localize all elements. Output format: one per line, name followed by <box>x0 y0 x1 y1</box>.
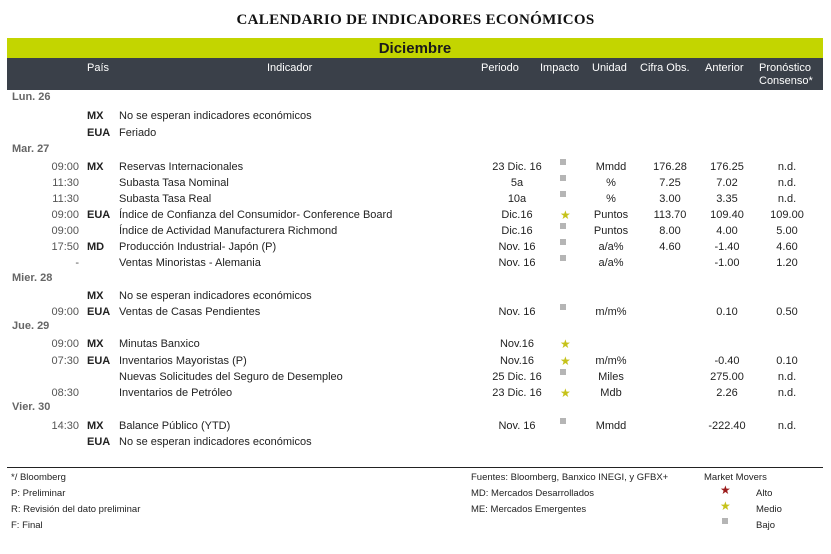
header-periodo: Periodo <box>481 62 519 74</box>
indicator-cell: Inventarios Mayoristas (P) <box>119 355 247 367</box>
note-preliminar: P: Preliminar <box>11 488 66 499</box>
period-cell: Nov. 16 <box>498 257 536 269</box>
observed-cell: 176.28 <box>653 161 687 173</box>
previous-cell: -0.40 <box>714 355 740 367</box>
period-cell: Nov. 16 <box>498 420 536 432</box>
table-row <box>7 304 823 320</box>
time-cell: - <box>75 257 79 269</box>
country-cell: MX <box>87 420 104 432</box>
period-cell: Nov. 16 <box>498 306 536 318</box>
day-label: Jue. 29 <box>12 320 50 332</box>
forecast-cell: n.d. <box>777 193 797 205</box>
table-row <box>7 125 823 141</box>
md-note: MD: Mercados Desarrollados <box>471 488 595 499</box>
period-cell: 10a <box>507 193 527 205</box>
indicator-cell: Nuevas Solicitudes del Seguro de Desempleo <box>119 371 343 383</box>
unit-cell: % <box>606 193 616 205</box>
forecast-cell: 109.00 <box>770 209 804 221</box>
time-cell: 11:30 <box>52 193 79 205</box>
unit-cell: m/m% <box>595 355 627 367</box>
country-cell: MX <box>87 290 104 302</box>
time-cell: 11:30 <box>52 177 79 189</box>
forecast-cell: 1.20 <box>776 257 798 269</box>
table-row <box>7 175 823 191</box>
indicator-cell: Ventas Minoristas - Alemania <box>119 257 261 269</box>
unit-cell: Mmdd <box>595 161 627 173</box>
table-row <box>7 288 823 304</box>
country-cell: EUA <box>87 436 111 448</box>
table-row <box>7 434 823 450</box>
header-consenso: Consenso* <box>759 75 813 87</box>
square-low-icon <box>722 517 728 528</box>
table-row <box>7 255 823 271</box>
period-cell: Nov.16 <box>499 355 535 367</box>
unit-cell: a/a% <box>598 241 624 253</box>
indicator-cell: Subasta Tasa Nominal <box>119 177 229 189</box>
table-row <box>7 108 823 124</box>
unit-cell: Miles <box>598 371 624 383</box>
previous-cell: 109.40 <box>710 209 744 221</box>
day-label: Mier. 28 <box>12 272 53 284</box>
header-pais: País <box>87 62 110 74</box>
country-cell: EUA <box>87 355 111 367</box>
time-cell: 09:00 <box>51 338 79 350</box>
page-title: CALENDARIO DE INDICADORES ECONÓMICOS <box>236 12 595 28</box>
indicator-cell: Reservas Internacionales <box>119 161 244 173</box>
forecast-cell: n.d. <box>777 387 797 399</box>
header-unidad: Unidad <box>592 62 627 74</box>
previous-cell: 2.26 <box>716 387 738 399</box>
legend-medio: Medio <box>756 504 782 515</box>
day-label: Lun. 26 <box>12 91 51 103</box>
indicator-cell: Producción Industrial- Japón (P) <box>119 241 277 253</box>
forecast-cell: 5.00 <box>776 225 798 237</box>
indicator-cell: Minutas Banxico <box>119 338 200 350</box>
star-mid-icon: ★ <box>720 499 731 513</box>
indicator-cell: Índice de Confianza del Consumidor- Conference Board <box>119 209 393 221</box>
indicator-cell: No se esperan indicadores económicos <box>119 436 312 448</box>
header-indicador: Indicador <box>267 62 313 74</box>
observed-cell: 4.60 <box>659 241 681 253</box>
indicator-cell: No se esperan indicadores económicos <box>119 110 312 122</box>
period-cell: 25 Dic. 16 <box>492 371 542 383</box>
day-label: Mar. 27 <box>12 143 50 155</box>
star-high-icon: ★ <box>720 483 731 497</box>
table-row: 08:30 Inventarios de Petróleo 23 Dic. 16 Mdb 2.26 n.d. ★ <box>7 385 823 401</box>
table-header <box>7 58 823 90</box>
header-pronostico: Pronóstico <box>759 62 811 74</box>
indicator-cell: No se esperan indicadores económicos <box>119 290 312 302</box>
period-cell: Nov. 16 <box>498 241 536 253</box>
indicator-cell: Índice de Actividad Manufacturera Richmond <box>119 225 338 237</box>
country-cell: EUA <box>87 306 111 318</box>
time-cell: 09:00 <box>51 225 79 237</box>
country-cell: MX <box>87 110 104 122</box>
indicator-cell: Inventarios de Petróleo <box>119 387 233 399</box>
observed-cell: 113.70 <box>653 209 687 221</box>
country-cell: MX <box>87 338 104 350</box>
header-cifra: Cifra Obs. <box>640 62 690 74</box>
unit-cell: Mmdd <box>595 420 627 432</box>
forecast-cell: n.d. <box>777 177 797 189</box>
note-revision: R: Revisión del dato preliminar <box>11 504 141 515</box>
previous-cell: -222.40 <box>708 420 746 432</box>
table-row: 07:30 EUA Inventarios Mayoristas (P) Nov.16 m/m% -0.40 0.10 ★ <box>7 353 823 369</box>
table-row <box>7 223 823 239</box>
forecast-cell: n.d. <box>777 371 797 383</box>
table-row <box>7 239 823 255</box>
table-row <box>7 159 823 175</box>
forecast-cell: 4.60 <box>776 241 798 253</box>
country-cell: MX <box>87 161 104 173</box>
legend-bajo: Bajo <box>756 520 776 531</box>
previous-cell: -1.40 <box>714 241 740 253</box>
unit-cell: a/a% <box>598 257 624 269</box>
forecast-cell: n.d. <box>777 161 797 173</box>
time-cell: 09:00 <box>51 209 79 221</box>
previous-cell: 4.00 <box>716 225 738 237</box>
indicator-cell: Subasta Tasa Real <box>119 193 212 205</box>
legend-alto: Alto <box>756 488 773 499</box>
period-cell: 5a <box>510 177 524 189</box>
unit-cell: Mdb <box>600 387 622 399</box>
previous-cell: 0.10 <box>716 306 738 318</box>
country-cell: EUA <box>87 127 111 139</box>
header-impacto: Impacto <box>540 62 580 74</box>
period-cell: Dic.16 <box>501 209 533 221</box>
indicator-cell: Balance Público (YTD) <box>119 420 231 432</box>
indicator-cell: Ventas de Casas Pendientes <box>119 306 261 318</box>
table-row <box>7 418 823 434</box>
country-cell: MD <box>87 241 105 253</box>
time-cell: 17:50 <box>51 241 79 253</box>
observed-cell: 8.00 <box>659 225 681 237</box>
period-cell: 23 Dic. 16 <box>492 161 542 173</box>
table-row <box>7 369 823 385</box>
country-cell: EUA <box>87 209 111 221</box>
period-cell: Dic.16 <box>501 225 533 237</box>
previous-cell: -1.00 <box>714 257 740 269</box>
time-cell: 08:30 <box>51 387 79 399</box>
table-row <box>7 191 823 207</box>
period-cell: Nov.16 <box>499 338 535 350</box>
period-cell: 23 Dic. 16 <box>492 387 542 399</box>
forecast-cell: 0.10 <box>776 355 798 367</box>
forecast-cell: n.d. <box>777 420 797 432</box>
observed-cell: 3.00 <box>659 193 681 205</box>
time-cell: 09:00 <box>51 161 79 173</box>
indicator-cell: Feriado <box>119 127 157 139</box>
previous-cell: 7.02 <box>716 177 738 189</box>
table-row: 09:00 EUA Índice de Confianza del Consumidor- Conference Board Dic.16 Puntos 113.70 109.40 109.00 ★ <box>7 207 823 223</box>
month-band: Diciembre <box>7 38 823 58</box>
previous-cell: 176.25 <box>710 161 744 173</box>
forecast-cell: 0.50 <box>776 306 798 318</box>
unit-cell: Puntos <box>593 225 629 237</box>
legend-title: Market Movers <box>704 472 767 483</box>
footer-divider <box>7 467 823 468</box>
header-anterior: Anterior <box>705 62 744 74</box>
time-cell: 09:00 <box>51 306 79 318</box>
me-note: ME: Mercados Emergentes <box>471 504 587 515</box>
time-cell: 14:30 <box>51 420 79 432</box>
unit-cell: % <box>606 177 616 189</box>
note-bloomberg: */ Bloomberg <box>11 472 66 483</box>
observed-cell: 7.25 <box>659 177 681 189</box>
note-final: F: Final <box>11 520 43 531</box>
time-cell: 07:30 <box>51 355 79 367</box>
unit-cell: Puntos <box>593 209 629 221</box>
previous-cell: 3.35 <box>716 193 738 205</box>
table-row: 09:00 MX Minutas Banxico Nov.16 ★ <box>7 336 823 352</box>
unit-cell: m/m% <box>595 306 627 318</box>
sources-text: Fuentes: Bloomberg, Banxico INEGI, y GFBX+ <box>471 472 669 483</box>
previous-cell: 275.00 <box>710 371 744 383</box>
day-label: Vier. 30 <box>12 401 51 413</box>
